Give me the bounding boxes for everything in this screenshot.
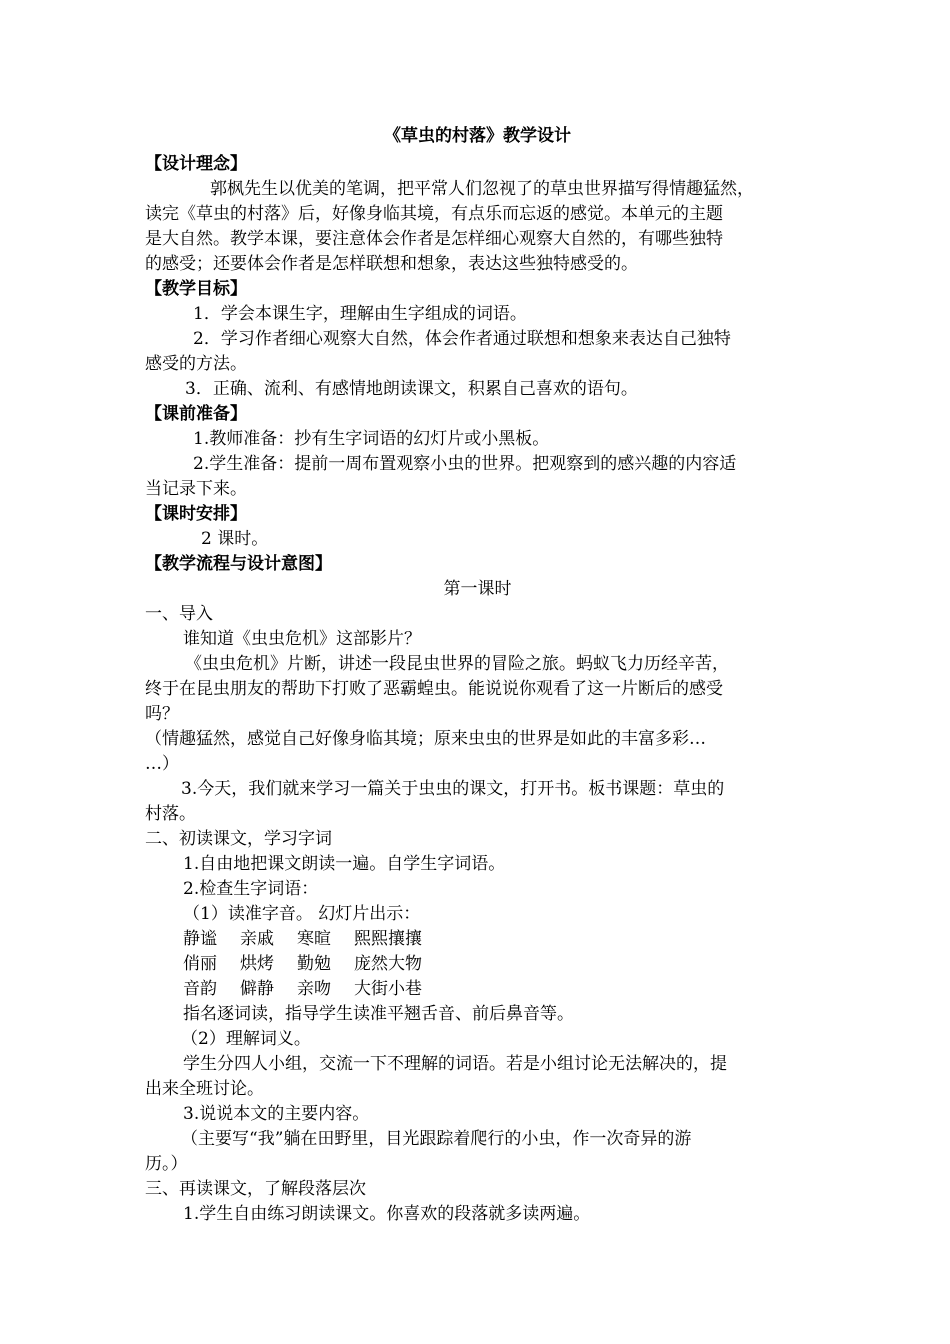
vocab-word: 庞然大物 xyxy=(354,954,422,974)
document-page xyxy=(145,120,810,1227)
lesson-one-heading: 第一课时 xyxy=(443,579,512,599)
prep-item: 2.学生准备：提前一周布置观察小虫的世界。把观察到的感兴趣的内容适 xyxy=(193,454,737,474)
part-two-line: （2）理解词义。 xyxy=(181,1029,311,1049)
goal-item: 2．学习作者细心观察大自然，体会作者通过联想和想象来表达自己独特 xyxy=(193,329,731,349)
part-one-heading: 一、导入 xyxy=(145,604,213,624)
part-one-line: …） xyxy=(145,754,179,774)
vocab-word: 俏丽 xyxy=(183,954,217,974)
design-concept-heading: 【设计理念】 xyxy=(145,154,247,174)
part-two-line: 历。） xyxy=(145,1154,188,1174)
part-one-line: 吗？ xyxy=(145,704,179,724)
part-two-line: 3.说说本文的主要内容。 xyxy=(183,1104,370,1124)
part-one-line: 谁知道《虫虫危机》这部影片？ xyxy=(183,629,421,649)
goal-item: 1．学会本课生字，理解由生字组成的词语。 xyxy=(193,304,527,324)
teaching-goals-heading: 【教学目标】 xyxy=(145,279,247,299)
part-three-heading: 三、再读课文，了解段落层次 xyxy=(145,1179,366,1199)
word-row xyxy=(145,927,810,952)
concept-line: 郭枫先生以优美的笔调，把平常人们忽视了的草虫世界描写得情趣猛然， xyxy=(210,179,754,199)
part-one-line: 《虫虫危机》片断，讲述一段昆虫世界的冒险之旅。蚂蚁飞力历经辛苦， xyxy=(185,654,729,674)
vocab-word: 烘烤 xyxy=(240,954,274,974)
prep-item: 1.教师准备：抄有生字词语的幻灯片或小黑板。 xyxy=(193,429,550,449)
vocab-word: 亲戚 xyxy=(240,929,274,949)
vocab-word: 僻静 xyxy=(240,979,274,999)
part-two-line: （1）读准字音。 幻灯片出示： xyxy=(183,904,421,924)
part-one-line: （情趣猛然，感觉自己好像身临其境；原来虫虫的世界是如此的丰富多彩… xyxy=(145,729,706,749)
vocab-word: 音韵 xyxy=(183,979,217,999)
part-two-heading: 二、初读课文，学习字词 xyxy=(145,829,332,849)
vocab-word: 亲吻 xyxy=(297,979,331,999)
schedule-text: 2 课时。 xyxy=(201,529,269,549)
vocab-word: 大街小巷 xyxy=(354,979,422,999)
preparation-heading: 【课前准备】 xyxy=(145,404,247,424)
vocab-word: 熙熙攘攘 xyxy=(354,929,422,949)
part-three-line: 1.学生自由练习朗读课文。你喜欢的段落就多读两遍。 xyxy=(183,1204,591,1224)
prep-item: 当记录下来。 xyxy=(145,479,247,499)
part-two-line: （主要写“我”躺在田野里，目光跟踪着爬行的小虫，作一次奇异的游 xyxy=(181,1129,692,1149)
part-one-line: 终于在昆虫朋友的帮助下打败了恶霸蝗虫。能说说你观看了这一片断后的感受 xyxy=(145,679,723,699)
goal-item: 3．正确、流利、有感情地朗读课文，积累自己喜欢的语句。 xyxy=(185,379,638,399)
schedule-heading: 【课时安排】 xyxy=(145,504,247,524)
document-title: 《草虫的村落》教学设计 xyxy=(384,126,571,146)
vocab-word: 寒暄 xyxy=(297,929,331,949)
word-row xyxy=(145,952,810,977)
part-one-line: 3.今天，我们就来学习一篇关于虫虫的课文，打开书。板书课题：草虫的 xyxy=(181,779,725,799)
part-two-line: 指名逐词读，指导学生读准平翘舌音、前后鼻音等。 xyxy=(183,1004,574,1024)
word-row xyxy=(145,977,810,1002)
vocab-word: 勤勉 xyxy=(297,954,331,974)
part-one-line: 村落。 xyxy=(145,804,196,824)
flow-heading: 【教学流程与设计意图】 xyxy=(145,554,332,574)
part-two-line: 学生分四人小组，交流一下不理解的词语。若是小组讨论无法解决的，提 xyxy=(183,1054,727,1074)
part-two-line: 2.检查生字词语： xyxy=(183,879,319,899)
part-two-line: 出来全班讨论。 xyxy=(145,1079,264,1099)
concept-line: 是大自然。教学本课，要注意体会作者是怎样细心观察大自然的，有哪些独特 xyxy=(145,229,723,249)
concept-line: 读完《草虫的村落》后，好像身临其境，有点乐而忘返的感觉。本单元的主题 xyxy=(145,204,723,224)
goal-item: 感受的方法。 xyxy=(145,354,247,374)
part-two-line: 1.自由地把课文朗读一遍。自学生字词语。 xyxy=(183,854,506,874)
vocab-word: 静谧 xyxy=(183,929,217,949)
concept-line: 的感受；还要体会作者是怎样联想和想象，表达这些独特感受的。 xyxy=(145,254,638,274)
